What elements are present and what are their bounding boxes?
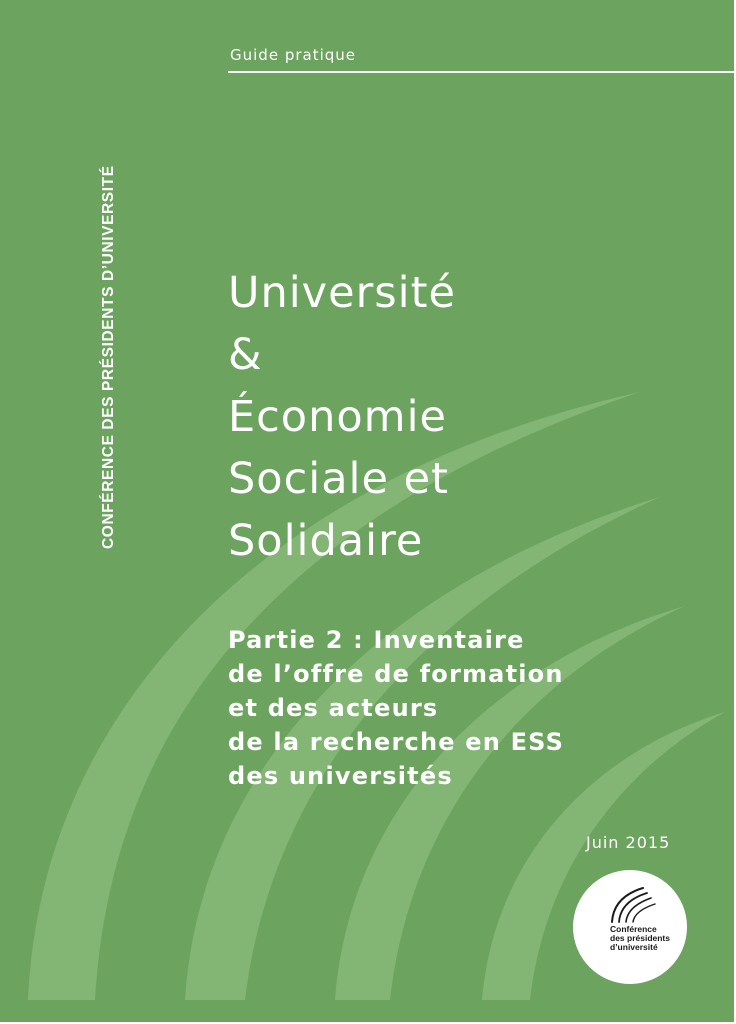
subtitle-line: et des acteurs [228, 694, 439, 722]
title-line: Sociale et [228, 454, 449, 504]
subtitle-line: Partie 2 : Inventaire [228, 626, 525, 654]
header-rule [228, 71, 734, 73]
organization-vertical-text: CONFÉRENCE DES PRÉSIDENTS D’UNIVERSITÉ [100, 165, 117, 549]
title-line: Solidaire [228, 516, 424, 566]
logo-wordmark [610, 925, 670, 952]
subtitle-line: des universités [228, 762, 453, 790]
publication-date: Juin 2015 [586, 833, 671, 852]
logo-line: Conférence [610, 924, 657, 934]
title-line: Économie [228, 392, 447, 442]
main-title [228, 262, 456, 572]
logo-line: d’université [610, 942, 658, 952]
cpu-logo [573, 870, 687, 984]
title-line: Université [228, 268, 456, 318]
guide-label: Guide pratique [230, 46, 357, 64]
title-line: & [228, 330, 263, 380]
subtitle-line: de la recherche en ESS [228, 728, 565, 756]
subtitle [228, 623, 564, 793]
subtitle-line: de l’offre de formation [228, 660, 564, 688]
logo-line: des présidents [610, 933, 670, 943]
logo-arcs-icon [609, 884, 659, 924]
